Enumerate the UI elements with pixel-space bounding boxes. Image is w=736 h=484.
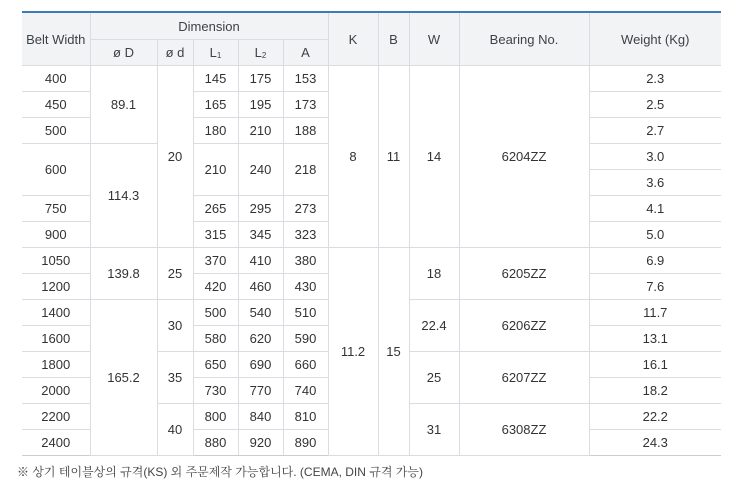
cell-weight: 3.0 [589, 144, 721, 170]
cell-phi-small-d: 25 [157, 248, 193, 300]
cell-belt-width: 1400 [22, 300, 90, 326]
cell-belt-width: 600 [22, 144, 90, 196]
cell-a: 810 [283, 404, 328, 430]
cell-k: 11.2 [328, 248, 378, 456]
cell-b: 11 [378, 66, 409, 248]
cell-l1: 265 [193, 196, 238, 222]
cell-weight: 6.9 [589, 248, 721, 274]
cell-weight: 4.1 [589, 196, 721, 222]
table-row [22, 66, 721, 92]
header-belt-width: Belt Width [22, 12, 90, 66]
header-weight: Weight (Kg) [589, 12, 721, 66]
cell-weight: 24.3 [589, 430, 721, 456]
cell-l1: 180 [193, 118, 238, 144]
cell-a: 510 [283, 300, 328, 326]
cell-weight: 16.1 [589, 352, 721, 378]
cell-belt-width: 450 [22, 92, 90, 118]
cell-bearing: 6207ZZ [459, 352, 589, 404]
cell-a: 430 [283, 274, 328, 300]
cell-a: 323 [283, 222, 328, 248]
cell-bearing: 6206ZZ [459, 300, 589, 352]
idler-spec-table [22, 11, 721, 456]
table-row [22, 248, 721, 274]
cell-l1: 315 [193, 222, 238, 248]
header-b: B [378, 12, 409, 66]
cell-l1: 370 [193, 248, 238, 274]
cell-l2: 240 [238, 144, 283, 196]
cell-l1: 145 [193, 66, 238, 92]
cell-weight: 3.6 [589, 170, 721, 196]
cell-l2: 540 [238, 300, 283, 326]
cell-l1: 500 [193, 300, 238, 326]
header-a: A [283, 40, 328, 66]
cell-k: 8 [328, 66, 378, 248]
cell-a: 188 [283, 118, 328, 144]
cell-l1: 580 [193, 326, 238, 352]
cell-l2: 175 [238, 66, 283, 92]
cell-l2: 690 [238, 352, 283, 378]
cell-l2: 295 [238, 196, 283, 222]
header-bearing-no: Bearing No. [459, 12, 589, 66]
spec-table-container [22, 11, 721, 456]
cell-l2: 920 [238, 430, 283, 456]
cell-a: 740 [283, 378, 328, 404]
cell-l2: 770 [238, 378, 283, 404]
cell-belt-width: 500 [22, 118, 90, 144]
cell-phi-small-d: 20 [157, 66, 193, 248]
cell-a: 890 [283, 430, 328, 456]
cell-belt-width: 1600 [22, 326, 90, 352]
cell-l1: 650 [193, 352, 238, 378]
cell-a: 218 [283, 144, 328, 196]
cell-l1: 420 [193, 274, 238, 300]
cell-l1: 730 [193, 378, 238, 404]
cell-phi-small-d: 30 [157, 300, 193, 352]
cell-belt-width: 750 [22, 196, 90, 222]
cell-bearing: 6308ZZ [459, 404, 589, 456]
header-l2-text: L [254, 45, 262, 60]
cell-a: 273 [283, 196, 328, 222]
cell-phi-big-d: 139.8 [90, 248, 157, 300]
cell-l2: 210 [238, 118, 283, 144]
cell-l1: 165 [193, 92, 238, 118]
header-l2 [238, 40, 283, 66]
header-phi-small-d: ø d [157, 40, 193, 66]
cell-w: 31 [409, 404, 459, 456]
cell-belt-width: 2400 [22, 430, 90, 456]
cell-l2: 345 [238, 222, 283, 248]
cell-weight: 7.6 [589, 274, 721, 300]
cell-w: 18 [409, 248, 459, 300]
cell-belt-width: 1050 [22, 248, 90, 274]
cell-bearing: 6205ZZ [459, 248, 589, 300]
cell-w: 22.4 [409, 300, 459, 352]
cell-belt-width: 400 [22, 66, 90, 92]
cell-l2: 460 [238, 274, 283, 300]
header-l1 [193, 40, 238, 66]
cell-weight: 2.3 [589, 66, 721, 92]
cell-phi-small-d: 35 [157, 352, 193, 404]
cell-l1: 800 [193, 404, 238, 430]
cell-weight: 11.7 [589, 300, 721, 326]
cell-belt-width: 900 [22, 222, 90, 248]
cell-weight: 5.0 [589, 222, 721, 248]
footnote: ※ 상기 테이블상의 규격(KS) 외 주문제작 가능합니다. (CEMA, DIN 규격 가능) [17, 465, 423, 479]
cell-l2: 410 [238, 248, 283, 274]
cell-l1: 880 [193, 430, 238, 456]
cell-belt-width: 2200 [22, 404, 90, 430]
cell-l2: 840 [238, 404, 283, 430]
cell-a: 153 [283, 66, 328, 92]
cell-a: 380 [283, 248, 328, 274]
header-l1-text: L [209, 45, 217, 60]
cell-belt-width: 1800 [22, 352, 90, 378]
cell-w: 25 [409, 352, 459, 404]
cell-belt-width: 1200 [22, 274, 90, 300]
header-l1-sub: 1 [216, 51, 222, 60]
cell-bearing: 6204ZZ [459, 66, 589, 248]
header-w: W [409, 12, 459, 66]
header-k: K [328, 12, 378, 66]
header-phi-big-d: ø D [90, 40, 157, 66]
cell-a: 660 [283, 352, 328, 378]
cell-phi-big-d: 89.1 [90, 66, 157, 144]
cell-w: 14 [409, 66, 459, 248]
header-l2-sub: 2 [261, 51, 267, 60]
cell-weight: 18.2 [589, 378, 721, 404]
cell-weight: 2.7 [589, 118, 721, 144]
cell-phi-small-d: 40 [157, 404, 193, 456]
header-dimension: Dimension [90, 12, 328, 40]
cell-belt-width: 2000 [22, 378, 90, 404]
cell-weight: 13.1 [589, 326, 721, 352]
cell-l2: 620 [238, 326, 283, 352]
cell-phi-big-d: 114.3 [90, 144, 157, 248]
cell-b: 15 [378, 248, 409, 456]
cell-l2: 195 [238, 92, 283, 118]
cell-weight: 2.5 [589, 92, 721, 118]
cell-l1: 210 [193, 144, 238, 196]
cell-phi-big-d: 165.2 [90, 300, 157, 456]
cell-a: 173 [283, 92, 328, 118]
cell-weight: 22.2 [589, 404, 721, 430]
cell-a: 590 [283, 326, 328, 352]
